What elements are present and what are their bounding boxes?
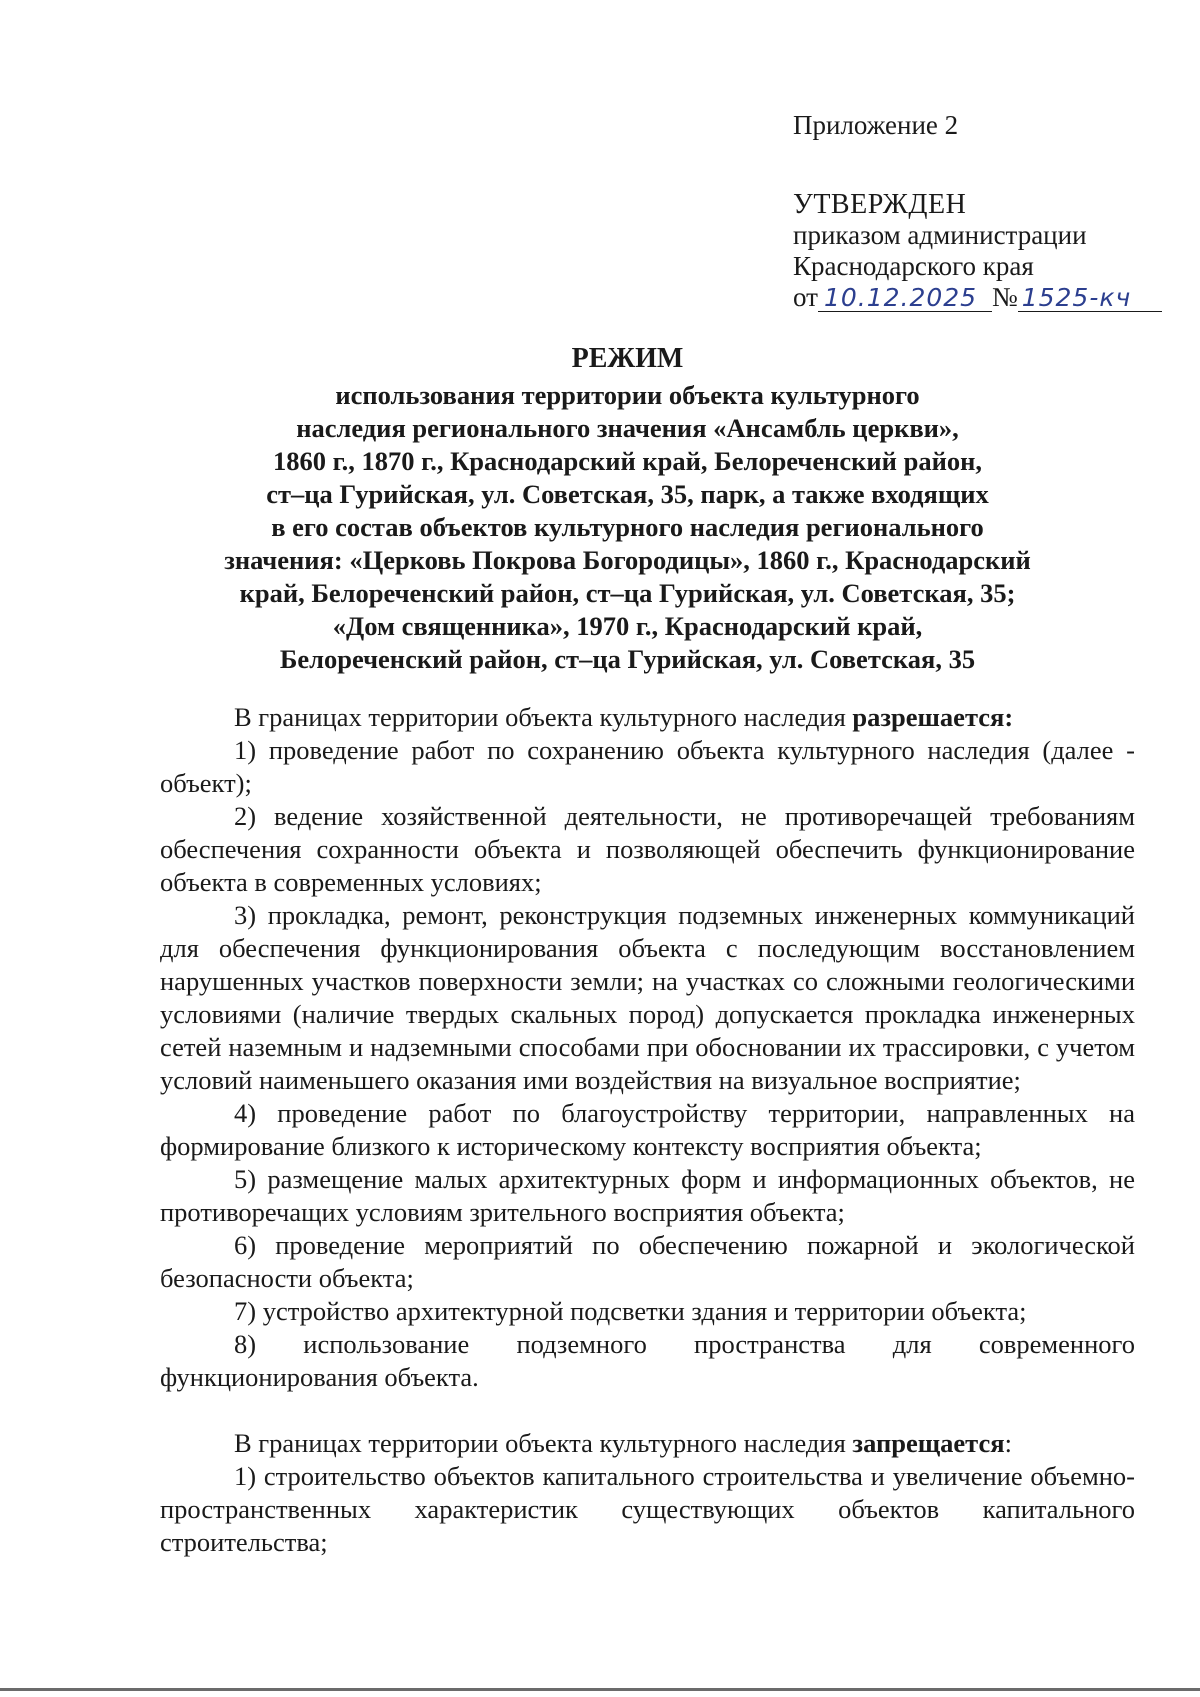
title-line: в его состав объектов культурного наследия регионального [271, 512, 984, 542]
list-item: 8) использование подземного пространства для современного функционирования объекта. [160, 1329, 1135, 1392]
list-item: 3) прокладка, ремонт, реконструкция подземных инженерных коммуникаций для обеспечения функционирования объекта с последующим восстановлением нарушенных участков поверхности земли; на участках со сложными геологическими условиями (наличие твердых скальных пород) допускается прокладка инженерных сетей наземным и надземными способами при обосновании их трассировки, с учетом условий наименьшего оказания ими воздействия на визуальное восприятие; [160, 900, 1135, 1095]
title-line: значения: «Церковь Покрова Богородицы», 1860 г., Краснодарский [224, 545, 1031, 575]
title-line: Белореченский район, ст–ца Гурийская, ул. Советская, 35 [279, 644, 976, 674]
list-item: 6) проведение мероприятий по обеспечению пожарной и экологической безопасности объекта; [160, 1230, 1135, 1293]
title-line: «Дом священника», 1970 г., Краснодарский край, [332, 611, 923, 641]
appendix-label: Приложение 2 [793, 110, 959, 140]
title-line: использования территории объекта культурного [335, 380, 920, 410]
handwritten-date: 10.12.2025 [818, 285, 992, 312]
title-line: 1860 г., 1870 г., Краснодарский край, Белореченский район, [273, 446, 982, 476]
list-item: 7) устройство архитектурной подсветки здания и территории объекта; [234, 1296, 1027, 1326]
approval-line-1: приказом администрации [793, 220, 1087, 250]
list-item: 1) строительство объектов капитального строительства и увеличение объемно-пространственных характеристик существующих объектов капитального строительства; [160, 1461, 1135, 1557]
document-body [160, 701, 1135, 1559]
order-date-line [793, 282, 1162, 313]
page-bottom-rule [0, 1688, 1200, 1691]
list-item: 2) ведение хозяйственной деятельности, не противоречащей требованиям обеспечения сохранности объекта и позволяющей обеспечить функционирование объекта в современных условиях; [160, 801, 1135, 897]
title-line: ст–ца Гурийская, ул. Советская, 35, парк, а также входящих [266, 479, 989, 509]
prohibited-keyword: запрещается [852, 1428, 1005, 1458]
document-title [160, 342, 1095, 676]
approval-stamp [793, 110, 1162, 313]
allowed-keyword: разрешается: [852, 702, 1014, 732]
handwritten-number: 1525-кч [1018, 285, 1162, 312]
approved-heading: УТВЕРЖДЕН [793, 189, 967, 220]
number-prefix: № [991, 282, 1018, 312]
title-line: край, Белореченский район, ст–ца Гурийская, ул. Советская, 35; [239, 578, 1016, 608]
date-prefix: от [793, 282, 818, 312]
title-line: наследия регионального значения «Ансамбль церкви», [296, 413, 959, 443]
list-item: 5) размещение малых архитектурных форм и информационных объектов, не противоречащих условиям зрительного восприятия объекта; [160, 1164, 1135, 1227]
prohibited-intro: В границах территории объекта культурного наследия запрещается: [234, 1428, 1012, 1458]
title-main: РЕЖИМ [571, 343, 684, 374]
approval-line-2: Краснодарского края [793, 251, 1034, 281]
allowed-intro: В границах территории объекта культурного наследия разрешается: [234, 702, 1014, 732]
list-item: 1) проведение работ по сохранению объекта культурного наследия (далее - объект); [160, 735, 1135, 798]
list-item: 4) проведение работ по благоустройству территории, направленных на формирование близкого к историческому контексту восприятия объекта; [160, 1098, 1135, 1161]
